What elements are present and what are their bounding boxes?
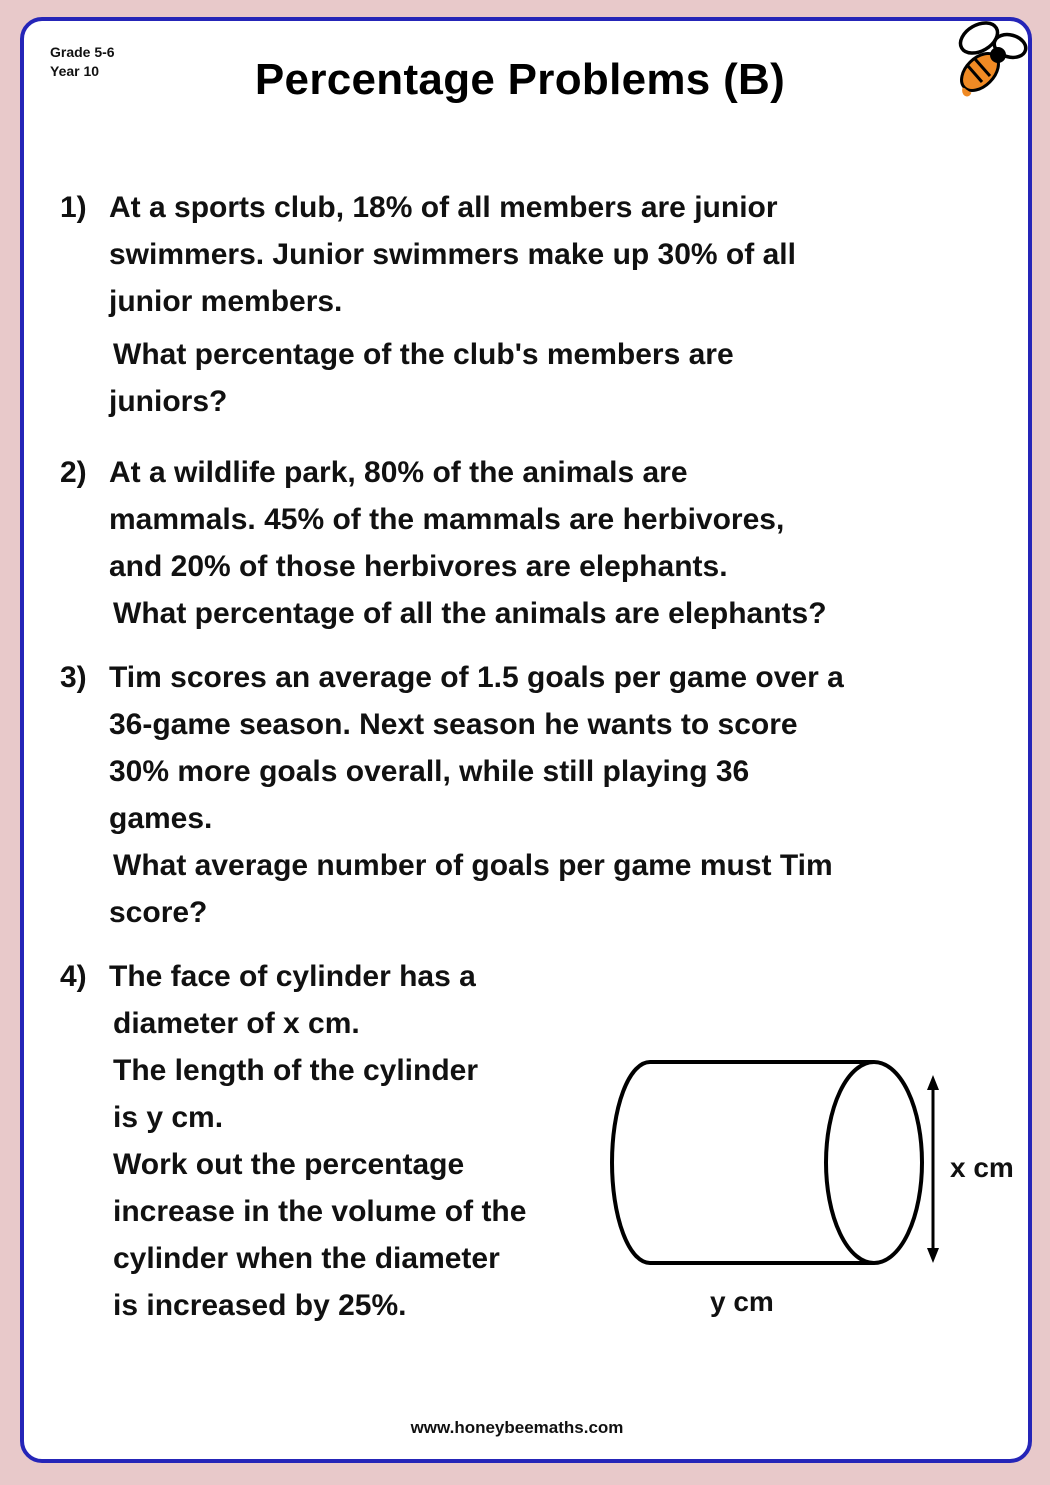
question-line: Tim scores an average of 1.5 goals per game over a	[109, 661, 844, 694]
question-line: juniors?	[109, 385, 228, 418]
question-line: The length of the cylinder	[113, 1054, 479, 1087]
length-label: y cm	[710, 1286, 774, 1317]
question-line: 30% more goals overall, while still playing 36	[109, 755, 750, 788]
question-line: games.	[109, 802, 213, 835]
question-line: The face of cylinder has a	[109, 960, 476, 993]
website-footer: www.honeybeemaths.com	[410, 1418, 624, 1437]
cylinder-end-face	[826, 1062, 922, 1263]
question-line: swimmers. Junior swimmers make up 30% of all	[109, 238, 796, 271]
question-line: junior members.	[109, 285, 343, 318]
cylinder-diagram	[600, 1050, 1040, 1330]
bee-logo-icon	[942, 8, 1032, 100]
question-line: At a wildlife park, 80% of the animals are	[109, 456, 688, 489]
arrow-head-bottom	[927, 1248, 939, 1263]
question-number: 3)	[60, 661, 87, 694]
question-line: score?	[109, 896, 208, 929]
question-line: Work out the percentage	[113, 1148, 465, 1181]
question-line: is increased by 25%.	[113, 1289, 407, 1322]
question-line: 36-game season. Next season he wants to score	[109, 708, 798, 741]
question-line: increase in the volume of the	[113, 1195, 527, 1228]
diameter-label: x cm	[950, 1152, 1014, 1183]
question-line: mammals. 45% of the mammals are herbivores,	[109, 503, 785, 536]
question-line: What average number of goals per game must Tim	[113, 849, 833, 882]
arrow-head-top	[927, 1075, 939, 1090]
year-text: Year 10	[50, 63, 100, 79]
question-line: diameter of x cm.	[113, 1007, 360, 1040]
question-line: What percentage of the club's members are	[113, 338, 734, 371]
question-line: is y cm.	[113, 1101, 224, 1134]
question-number: 2)	[60, 456, 87, 489]
question-number: 4)	[60, 960, 87, 993]
question-line: cylinder when the diameter	[113, 1242, 500, 1275]
question-number: 1)	[60, 191, 87, 224]
grade-text: Grade 5-6	[50, 44, 115, 60]
question-line: and 20% of those herbivores are elephants.	[109, 550, 728, 583]
question-line: What percentage of all the animals are elephants?	[113, 597, 827, 630]
question-line: At a sports club, 18% of all members are junior	[109, 191, 778, 224]
page-title: Percentage Problems (B)	[254, 55, 786, 104]
